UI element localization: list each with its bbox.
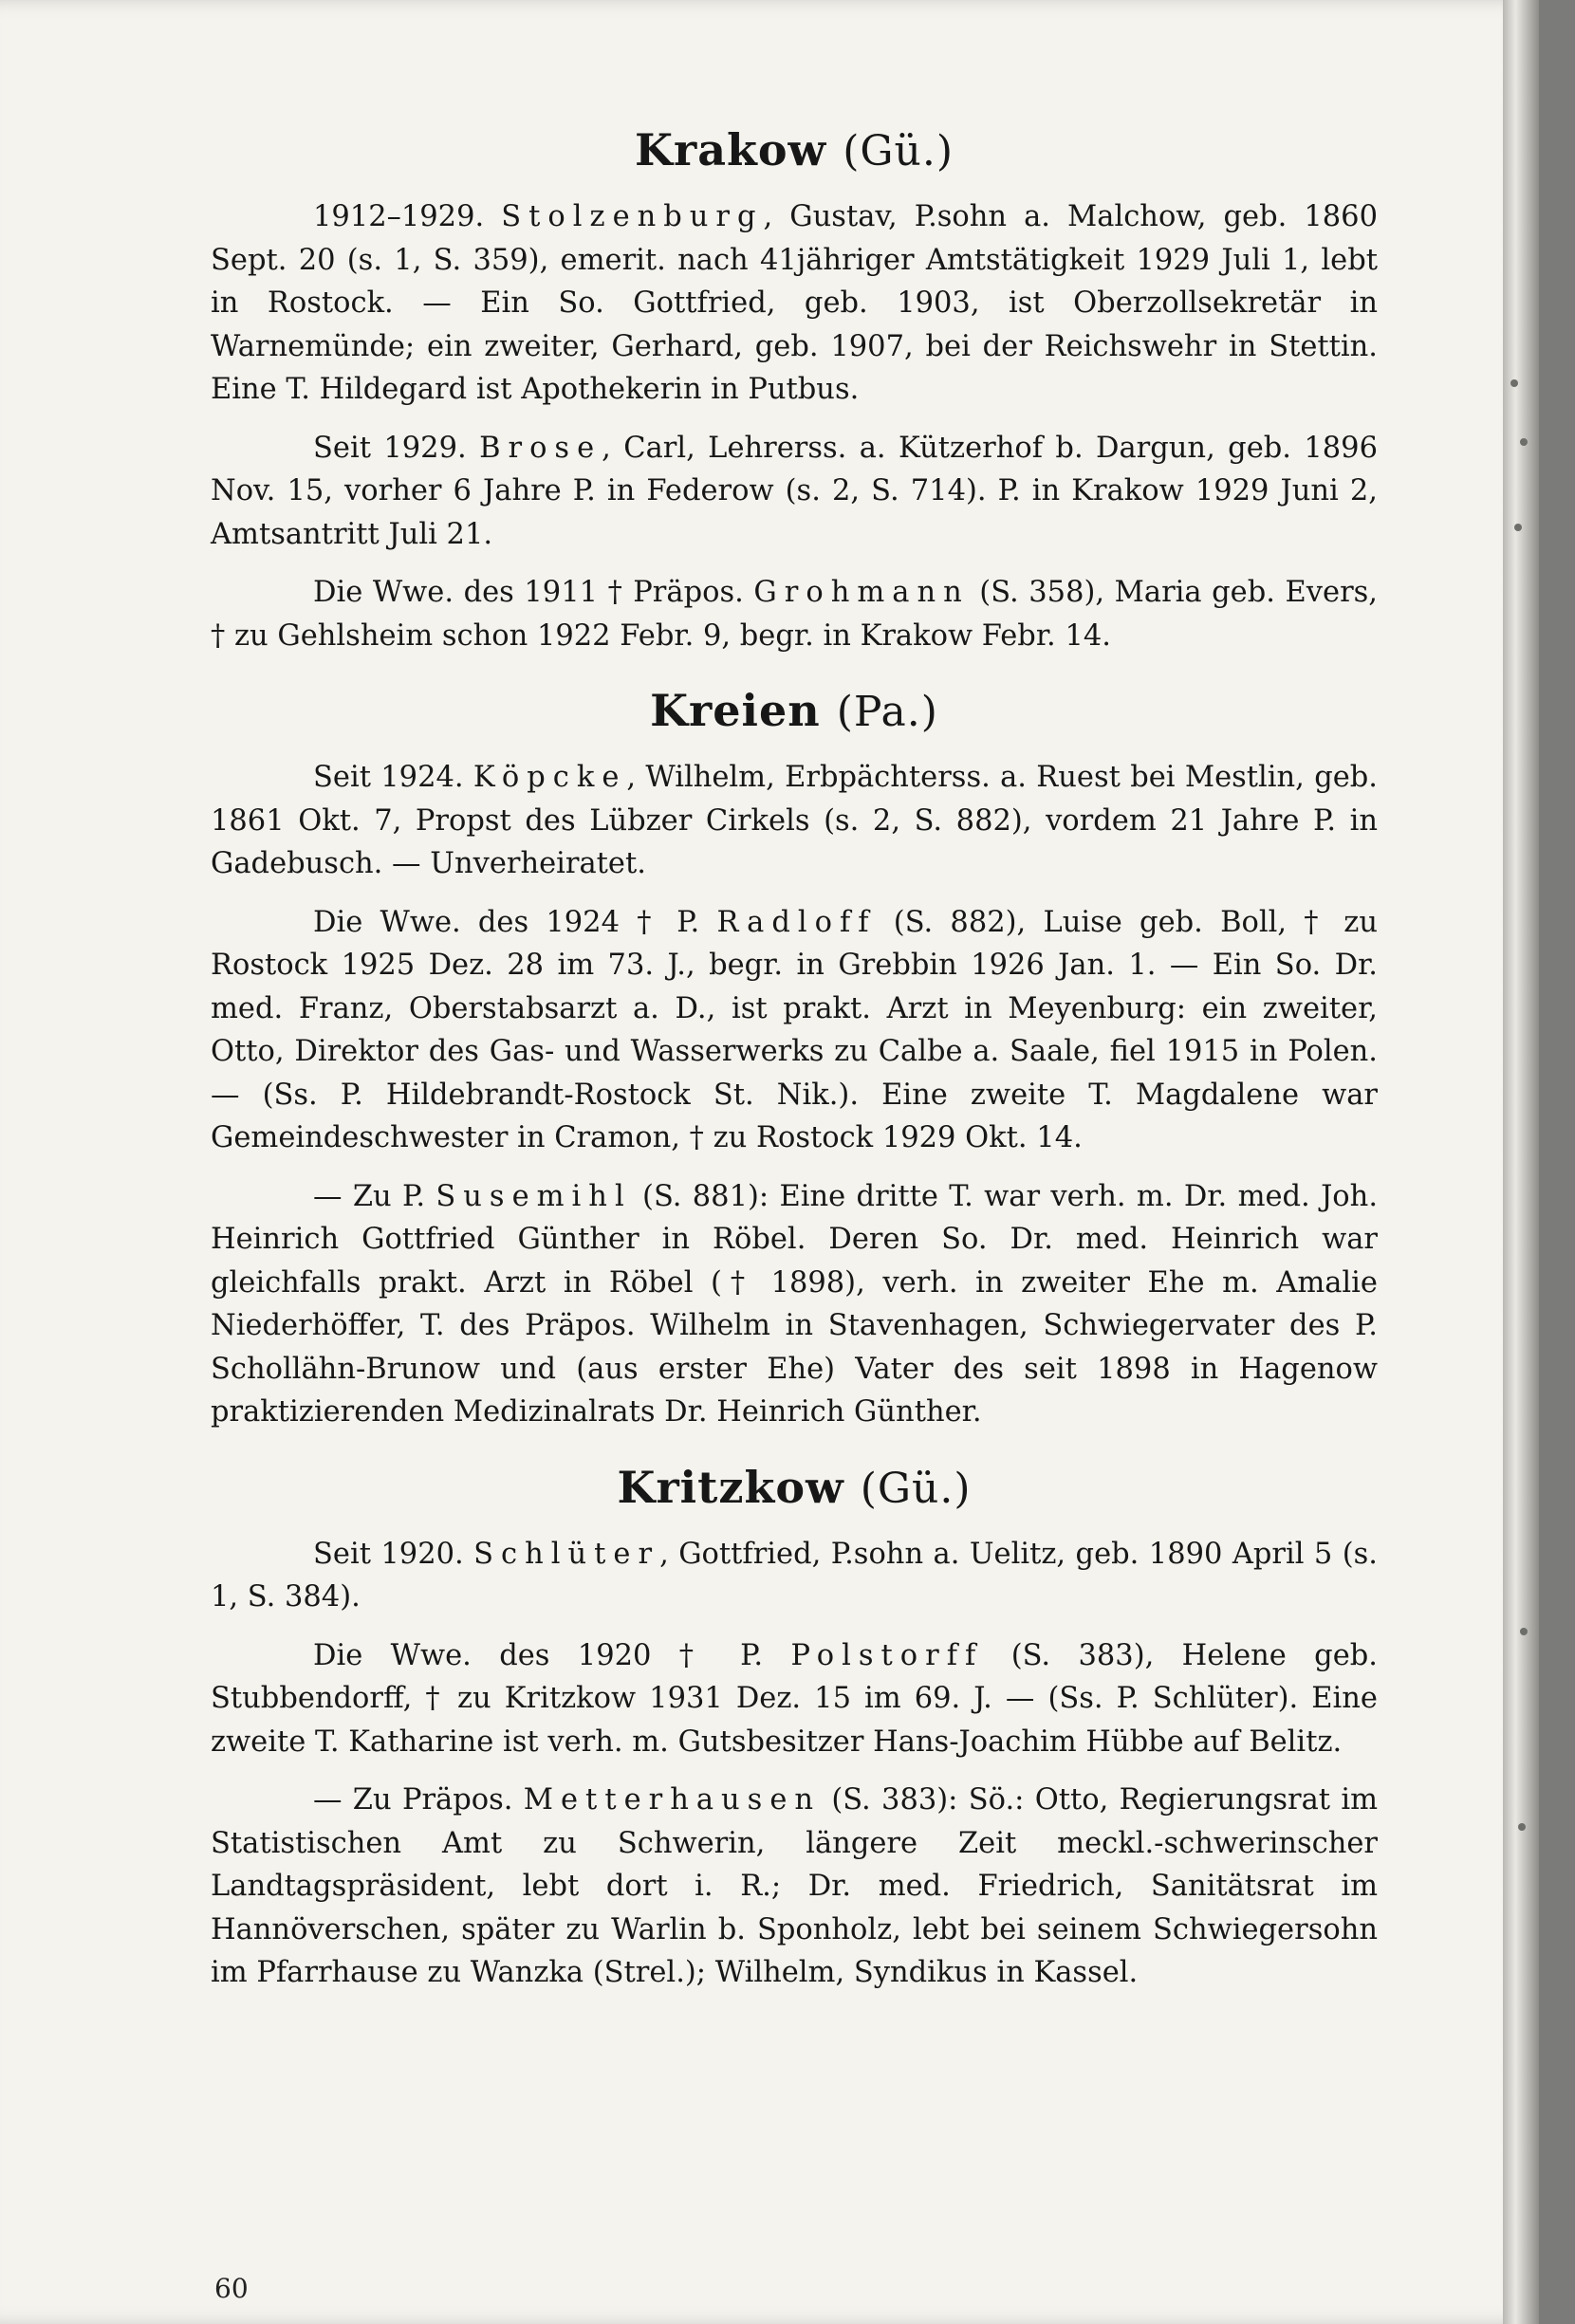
entry xyxy=(211,901,1378,1160)
entry-text: (S. 882), Luise geb. Boll, † zu Rostock 1925 Dez. 28 im 73. J., begr. in Grebbin 1926 Jan. 1. — Ein So. Dr. med. Franz, Oberstabsarzt a. D., ist prakt. Arzt in Meyenburg: ein zweiter, Otto, Direktor des Gas- und Wasserwerks zu Calbe a. Saale, fiel 1915 in Polen. — (Ss. P. Hildebrandt-Rostock St. Nik.). Eine zweite T. Magdalene war Gemeindeschwester in Cramon, † zu Rostock 1929 Okt. 14. xyxy=(211,905,1378,1154)
entry-name: Schlüter xyxy=(473,1537,660,1571)
entry-text: (S. 358), Maria geb. Evers, † zu Gehlsheim schon 1922 Febr. 9, begr. in Krakow Febr. 14. xyxy=(211,576,1378,653)
entry xyxy=(211,756,1378,886)
entry-text: (S. 881): Eine dritte T. war verh. m. Dr. med. Joh. Heinrich Gottfried Günther in Röbel. Deren So. Dr. med. Heinrich war gleichfalls prakt. Arzt in Röbel († 1898), verh. in zweiter Ehe m. Amalie Niederhöffer, T. des Präpos. Wilhelm in Stavenhagen, Schwiegervater des P. Schollähn-Brunow und (aus erster Ehe) Vater des seit 1898 in Hagenow praktizierenden Medizinalrats Dr. Heinrich Günther. xyxy=(211,1179,1379,1429)
entry-lead: Seit 1920. xyxy=(313,1537,464,1571)
entry-lead: 1912–1929. xyxy=(313,200,485,233)
entry-name: Brose xyxy=(479,431,602,465)
section-heading-krakow xyxy=(211,121,1378,180)
heading-region: (Pa.) xyxy=(836,688,938,736)
entry-lead: — Zu P. xyxy=(313,1179,426,1213)
page-content xyxy=(211,121,1378,1995)
entry-name: Köpcke xyxy=(472,761,627,794)
heading-region: (Gü.) xyxy=(843,127,954,175)
entry xyxy=(211,1175,1378,1434)
entry-text: , Gottfried, P.sohn a. Uelitz, geb. 1890 April 5 (s. 1, S. 384). xyxy=(211,1537,1378,1614)
entry-name: Metterhausen xyxy=(523,1783,822,1817)
entry-lead: Seit 1924. xyxy=(313,761,464,794)
entry xyxy=(211,195,1378,412)
entry-lead: Die Wwe. des 1911 † Präpos. xyxy=(313,576,744,609)
entry-name: Stolzenburg xyxy=(501,200,764,233)
entry-name: Radloff xyxy=(716,905,877,939)
entry-lead: — Zu Präpos. xyxy=(313,1783,513,1817)
entry-lead: Die Wwe. des 1924 † P. xyxy=(313,905,700,939)
entry xyxy=(211,571,1378,657)
heading-place: Kreien xyxy=(650,685,821,736)
scan-speck xyxy=(1514,524,1522,531)
heading-place: Kritzkow xyxy=(617,1461,844,1513)
entry-text: , Carl, Lehrerss. a. Kützerhof b. Dargun, geb. 1896 Nov. 15, vorher 6 Jahre P. in Federow (s. 2, S. 714). P. in Krakow 1929 Juni 2, Amtsantritt Juli 21. xyxy=(211,431,1378,551)
page-edge xyxy=(1503,0,1539,2324)
heading-place: Krakow xyxy=(634,124,827,175)
entry-name: Grohmann xyxy=(753,576,970,609)
scan-speck xyxy=(1520,1628,1528,1635)
entry-text: (S. 383): Sö.: Otto, Regierungsrat im Statistischen Amt zu Schwerin, längere Zeit meckl.-schwerinscher Landtagspräsident, lebt dort i. R.; Dr. med. Friedrich, Sanitätsrat im Hannöverschen, später zu Warlin b. Sponholz, lebt bei seinem Schwiegersohn im Pfarrhause zu Wanzka (Strel.); Wilhelm, Syndikus in Kassel. xyxy=(211,1783,1378,1989)
entry xyxy=(211,1634,1378,1764)
entry-lead: Die Wwe. des 1920 † P. xyxy=(313,1638,764,1672)
entry-text: , Wilhelm, Erbpächterss. a. Ruest bei Mestlin, geb. 1861 Okt. 7, Propst des Lübzer Cirkels (s. 2, S. 882), vordem 21 Jahre P. in Gadebusch. — Unverheiratet. xyxy=(211,761,1378,880)
entry-name: Susemihl xyxy=(435,1179,632,1213)
section-heading-kreien xyxy=(211,682,1378,741)
entry-lead: Seit 1929. xyxy=(313,431,467,465)
entry-text: , Gustav, P.sohn a. Malchow, geb. 1860 Sept. 20 (s. 1, S. 359), emerit. nach 41jähriger Amtstätigkeit 1929 Juli 1, lebt in Rostock. — Ein So. Gottfried, geb. 1903, ist Oberzollsekretär in Warnemünde; ein zweiter, Gerhard, geb. 1907, bei der Reichswehr in Stettin. Eine T. Hildegard ist Apothekerin in Putbus. xyxy=(211,200,1378,406)
section-heading-kritzkow xyxy=(211,1459,1378,1518)
scan-speck xyxy=(1518,1823,1526,1831)
scan-speck xyxy=(1510,379,1518,387)
heading-region: (Gü.) xyxy=(860,1464,972,1513)
entry-name: Polstorff xyxy=(790,1638,984,1672)
page-number: 60 xyxy=(214,2273,249,2304)
entry xyxy=(211,1779,1378,1995)
scan-speck xyxy=(1520,438,1528,446)
entry xyxy=(211,427,1378,557)
entry-text: (S. 383), Helene geb. Stubbendorff, † zu Kritzkow 1931 Dez. 15 im 69. J. — (Ss. P. Schlüter). Eine zweite T. Katharine ist verh. m. Gutsbesitzer Hans-Joachim Hübbe auf Belitz. xyxy=(211,1638,1378,1759)
entry xyxy=(211,1533,1378,1619)
